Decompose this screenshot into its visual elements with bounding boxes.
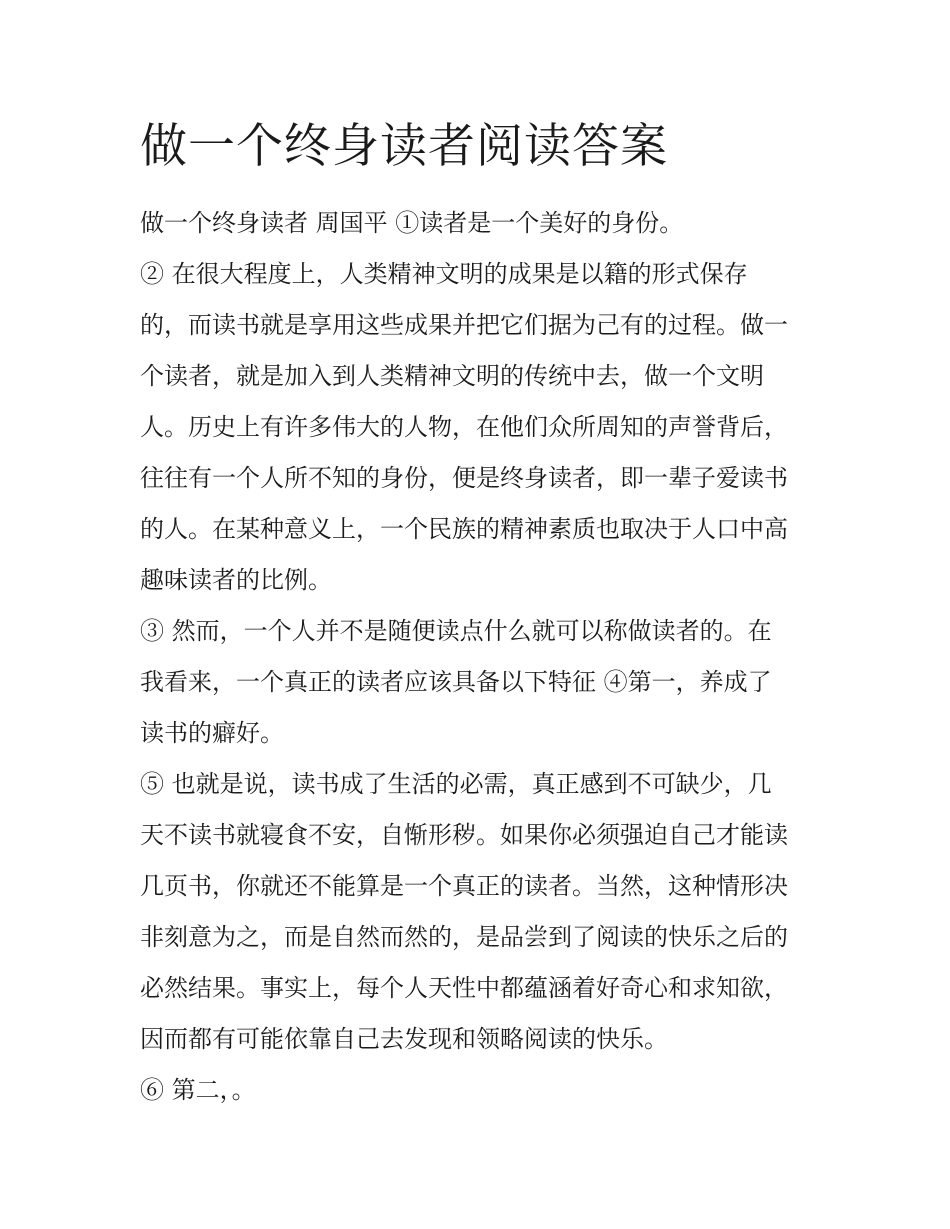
document-page (140, 112, 830, 1116)
body-line: 人。历史上有许多伟大的人物，在他们众所周知的声誉背后， (140, 413, 788, 441)
document-body (140, 198, 830, 1116)
body-line: 我看来，一个真正的读者应该具备以下特征 ④第一，养成了 (140, 668, 772, 696)
body-line: 必然结果。事实上，每个人天性中都蕴涵着好奇心和求知欲， (140, 974, 788, 1002)
body-line: 的人。在某种意义上，一个民族的精神素质也取决于人口中高 (140, 515, 788, 543)
body-line: 做一个终身读者 周国平 ①读者是一个美好的身份。 (140, 209, 684, 237)
document-title: 做一个终身读者阅读答案 (140, 119, 668, 174)
body-line: 天不读书就寝食不安，自惭形秽。如果你必须强迫自己才能读 (140, 821, 788, 849)
body-line: ⑤ 也就是说，读书成了生活的必需，真正感到不可缺少，几 (140, 770, 772, 798)
body-line: 非刻意为之，而是自然而然的，是品尝到了阅读的快乐之后的 (140, 923, 788, 951)
body-line: 的，而读书就是享用这些成果并把它们据为己有的过程。做一 (140, 311, 788, 339)
body-line: ③ 然而，一个人并不是随便读点什么就可以称做读者的。在 (140, 617, 772, 645)
body-line: 读书的癖好。 (140, 719, 284, 747)
body-line: 趣味读者的比例。 (140, 566, 332, 594)
body-line: 因而都有可能依靠自己去发现和领略阅读的快乐。 (140, 1025, 668, 1053)
body-line: ② 在很大程度上，人类精神文明的成果是以籍的形式保存 (140, 260, 748, 288)
body-line: ⑥ 第二，。 (140, 1076, 256, 1104)
body-line: 往往有一个人所不知的身份，便是终身读者，即一辈子爱读书 (140, 464, 788, 492)
body-line: 几页书，你就还不能算是一个真正的读者。当然，这种情形决 (140, 872, 788, 900)
body-line: 个读者，就是加入到人类精神文明的传统中去，做一个文明 (140, 362, 764, 390)
